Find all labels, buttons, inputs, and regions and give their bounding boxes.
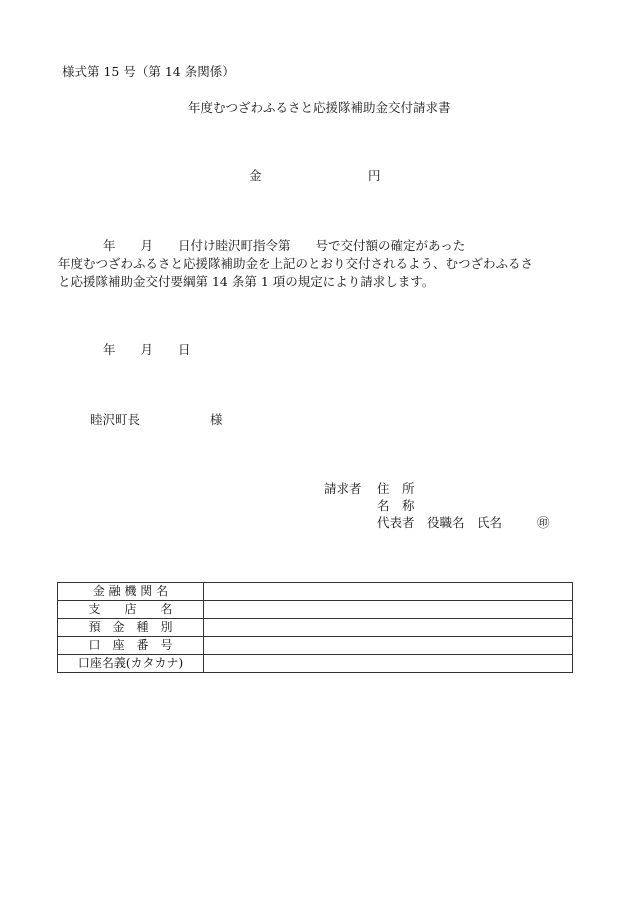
claimant-representative-label: 代表者 役職名 氏名 — [377, 515, 503, 530]
table-row — [58, 583, 573, 601]
claimant-label: 請求者 — [324, 481, 362, 496]
date-line: 年 月 日 — [103, 342, 191, 357]
seal-mark: ㊞ — [537, 515, 550, 530]
addressee-sama: 様 — [210, 412, 223, 427]
bank-account-table — [57, 582, 573, 673]
claimant-name-label: 名 称 — [377, 498, 415, 513]
branch-name-label: 支 店 名 — [58, 601, 204, 619]
document-title: 年度むつざわふるさと応援隊補助金交付請求書 — [188, 100, 451, 115]
account-number-field[interactable] — [204, 637, 573, 655]
table-row — [58, 619, 573, 637]
account-holder-field[interactable] — [204, 655, 573, 673]
branch-name-field[interactable] — [204, 601, 573, 619]
body-line-3: と応援隊補助金交付要綱第 14 条第 1 項の規定により請求します。 — [58, 274, 435, 289]
amount-kin-label: 金 — [249, 168, 262, 183]
bank-name-field[interactable] — [204, 583, 573, 601]
table-row — [58, 655, 573, 673]
table-row — [58, 601, 573, 619]
account-holder-label: 口座名義(カタカナ) — [58, 655, 204, 673]
body-line-2: 年度むつざわふるさと応援隊補助金を上記のとおり交付されるよう、むつざわふるさ — [58, 256, 534, 271]
table-row — [58, 637, 573, 655]
form-number: 様式第 15 号（第 14 条関係） — [62, 64, 235, 79]
deposit-type-field[interactable] — [204, 619, 573, 637]
account-number-label: 口 座 番 号 — [58, 637, 204, 655]
bank-name-label: 金 融 機 関 名 — [58, 583, 204, 601]
body-line-1: 年 月 日付け睦沢町指令第 号で交付額の確定があった — [103, 238, 466, 253]
amount-en-label: 円 — [368, 168, 381, 183]
claimant-address-label: 住 所 — [377, 481, 415, 496]
addressee-mayor: 睦沢町長 — [90, 412, 141, 427]
deposit-type-label: 預 金 種 別 — [58, 619, 204, 637]
